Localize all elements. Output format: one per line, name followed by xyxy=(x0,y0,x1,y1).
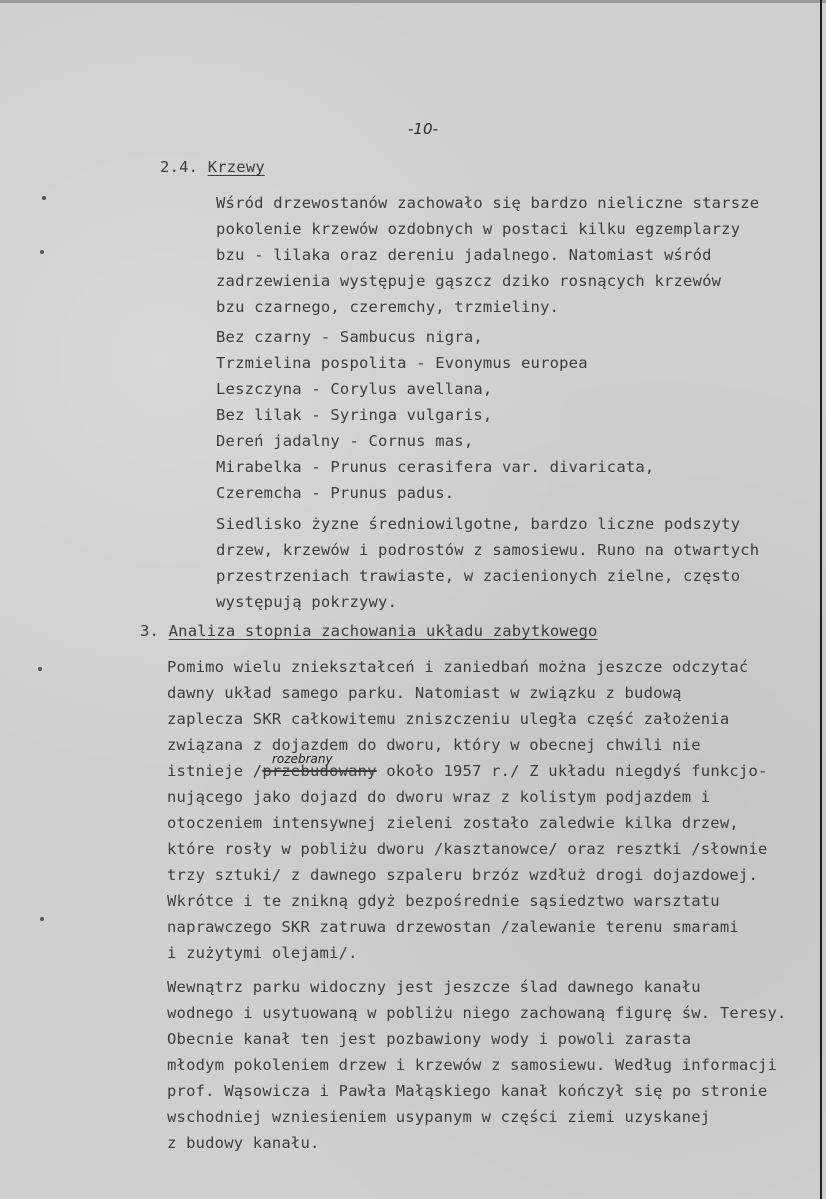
correction-line xyxy=(167,758,768,784)
text-line: Leszczyna - Corylus avellana, xyxy=(216,380,493,398)
text-line: Trzmielina pospolita - Evonymus europea xyxy=(216,354,588,372)
text-line: bzu czarnego, czeremchy, trzmieliny. xyxy=(216,298,560,316)
text-line: młodym pokoleniem drzew i krzewów z samosiewu. Według informacji xyxy=(167,1056,778,1074)
text-line: Wśród drzewostanów zachowało się bardzo nieliczne starsze xyxy=(216,194,760,212)
text-line: i zużytymi olejami/. xyxy=(167,944,358,962)
section-3-paragraph-1 xyxy=(167,654,748,758)
text-line: otoczeniem intensywnej zieleni zostało zaledwie kilka drzew, xyxy=(167,814,739,832)
species-list xyxy=(216,324,654,506)
text-line: dawny układ samego parku. Natomiast w związku z budową xyxy=(167,684,682,702)
page-top-shadow xyxy=(0,0,826,3)
section-3-number: 3. xyxy=(140,622,160,640)
text-line: Pomimo wielu zniekształceń i zaniedbań można jeszcze odczytać xyxy=(167,658,749,676)
text-line: nującego jako dojazd do dworu wraz z kolistym podjazdem i xyxy=(167,788,711,806)
handwritten-correction: rozebrany xyxy=(272,752,333,766)
text-line: związana z dojazdem do dworu, który w obecnej chwili nie xyxy=(167,736,701,754)
text-line: Dereń jadalny - Cornus mas, xyxy=(216,432,474,450)
text-line: zadrzewienia występuje gąszcz dziko rosnących krzewów xyxy=(216,272,722,290)
text-line: pokolenie krzewów ozdobnych w postaci kilku egzemplarzy xyxy=(216,220,741,238)
section-3-title: Analiza stopnia zachowania układu zabytkowego xyxy=(168,622,598,640)
punch-mark xyxy=(40,917,44,921)
page-number: -10- xyxy=(408,120,438,138)
section-3-paragraph-2 xyxy=(167,974,787,1156)
section-2-4-number: 2.4. xyxy=(160,158,199,176)
text-line: naprawczego SKR zatruwa drzewostan /zalewanie terenu smarami xyxy=(167,918,739,936)
text-line: trzy sztuki/ z dawnego szpaleru brzóz wzdłuż drogi dojazdowej. xyxy=(167,866,758,884)
text-line: bzu - lilaka oraz dereniu jadalnego. Natomiast wśród xyxy=(216,246,712,264)
text-line: Czeremcha - Prunus padus. xyxy=(216,484,455,502)
line-start: istnieje / xyxy=(167,762,263,780)
text-line: Siedlisko żyzne średniowilgotne, bardzo liczne podszyty xyxy=(216,515,741,533)
text-line: z budowy kanału. xyxy=(167,1134,320,1152)
section-2-4-paragraph xyxy=(216,190,759,320)
text-line: Bez lilak - Syringa vulgaris, xyxy=(216,406,493,424)
text-line: Wkrótce i te znikną gdyż bezpośrednie sąsiedztwo warsztatu xyxy=(167,892,720,910)
text-line: Obecnie kanał ten jest pozbawiony wody i powoli zarasta xyxy=(167,1030,692,1048)
section-3-heading xyxy=(140,622,598,640)
text-line: drzew, krzewów i podrostów z samosiewu. Runo na otwartych xyxy=(216,541,760,559)
text-line: wschodniej wzniesieniem usypanym w części ziemi uzyskanej xyxy=(167,1108,711,1126)
section-2-4-title: Krzewy xyxy=(207,158,265,176)
habitat-paragraph xyxy=(216,511,759,615)
text-line: występują pokrzywy. xyxy=(216,593,398,611)
page-right-edge xyxy=(820,0,822,1199)
section-2-4-heading xyxy=(160,158,265,176)
text-line: przestrzeniach trawiaste, w zacienionych zielne, często xyxy=(216,567,741,585)
struck-word: przebudowany xyxy=(262,762,377,780)
punch-mark xyxy=(40,250,44,254)
punch-mark xyxy=(38,667,42,671)
text-line: Mirabelka - Prunus cerasifera var. divaricata, xyxy=(216,458,655,476)
punch-mark xyxy=(42,196,46,200)
text-line: Bez czarny - Sambucus nigra, xyxy=(216,328,483,346)
section-3-paragraph-1-continued xyxy=(167,784,768,966)
line-end: około 1957 r./ Z układu niegdyś funkcjo- xyxy=(376,762,768,780)
text-line: Wewnątrz parku widoczny jest jeszcze ślad dawnego kanału xyxy=(167,978,701,996)
text-line: zaplecza SKR całkowitemu zniszczeniu uległa część założenia xyxy=(167,710,730,728)
text-line: prof. Wąsowicza i Pawła Małąskiego kanał kończył się po stronie xyxy=(167,1082,768,1100)
text-line: wodnego i usytuowaną w pobliżu niego zachowaną figurę św. Teresy. xyxy=(167,1004,787,1022)
text-line: które rosły w pobliżu dworu /kasztanowce/ oraz resztki /słownie xyxy=(167,840,768,858)
